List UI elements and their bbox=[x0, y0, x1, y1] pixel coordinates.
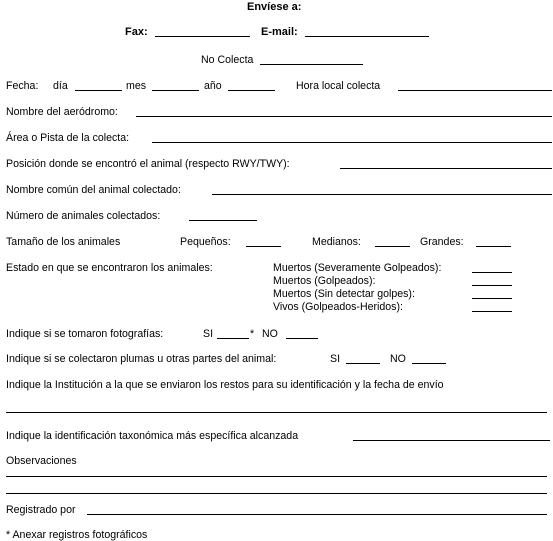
taxonomy-field[interactable] bbox=[353, 440, 550, 441]
size-small-label: Pequeños: bbox=[180, 236, 231, 248]
collection-number-field[interactable] bbox=[260, 64, 363, 65]
observations-line[interactable] bbox=[6, 493, 547, 494]
registered-by-field[interactable] bbox=[87, 514, 547, 515]
email-field[interactable] bbox=[305, 36, 429, 37]
aerodrome-label: Nombre del aeródromo: bbox=[6, 106, 118, 118]
common-name-label: Nombre común del animal colectado: bbox=[6, 184, 181, 196]
state-option-label: Muertos (Sin detectar golpes): bbox=[273, 288, 415, 300]
registered-by-label: Registrado por bbox=[6, 504, 76, 516]
photos-no-label: NO bbox=[262, 328, 278, 340]
state-option-label: Muertos (Golpeados): bbox=[273, 275, 376, 287]
feathers-yes-label: SI bbox=[330, 353, 341, 365]
institution-question: Indique la Institución a la que se enviaron los restos para su identificación y la fecha de envío bbox=[6, 379, 444, 391]
state-option-field[interactable] bbox=[472, 285, 512, 286]
month-field[interactable] bbox=[152, 90, 199, 91]
year-field[interactable] bbox=[228, 90, 275, 91]
feathers-question: Indique si se colectaron plumas u otras partes del animal: bbox=[6, 353, 277, 365]
photos-no-field[interactable] bbox=[286, 338, 318, 339]
size-large-field[interactable] bbox=[476, 246, 511, 247]
date-label: Fecha: bbox=[6, 80, 39, 92]
email-label: E-mail: bbox=[261, 26, 298, 38]
size-small-field[interactable] bbox=[246, 246, 281, 247]
area-label: Área o Pista de la colecta: bbox=[6, 132, 130, 144]
photos-yes-label: SI bbox=[203, 328, 214, 340]
size-label: Tamaño de los animales bbox=[6, 236, 121, 248]
state-option-field[interactable] bbox=[472, 272, 512, 273]
collection-number-label: No Colecta bbox=[201, 54, 254, 66]
position-field[interactable] bbox=[340, 168, 552, 169]
photos-yes-field[interactable] bbox=[217, 338, 249, 339]
feathers-no-field[interactable] bbox=[412, 363, 446, 364]
aerodrome-field[interactable] bbox=[136, 116, 552, 117]
state-option-label: Muertos (Severamente Golpeados): bbox=[273, 262, 442, 274]
common-name-field[interactable] bbox=[212, 194, 552, 195]
send-to-heading: Envíese a: bbox=[247, 1, 302, 13]
animal-count-field[interactable] bbox=[189, 220, 257, 221]
feathers-no-label: NO bbox=[390, 353, 406, 365]
position-label: Posición donde se encontró el animal (respecto RWY/TWY): bbox=[6, 158, 290, 170]
local-time-label: Hora local colecta bbox=[296, 80, 381, 92]
state-label: Estado en que se encontraron los animales: bbox=[6, 262, 213, 274]
day-field[interactable] bbox=[75, 90, 122, 91]
state-option-field[interactable] bbox=[472, 311, 512, 312]
photos-question: Indique si se tomaron fotografías: bbox=[6, 328, 164, 340]
observations-line[interactable] bbox=[6, 476, 547, 477]
taxonomy-question: Indique la identificación taxonómica más específica alcanzada bbox=[6, 430, 299, 442]
day-label: día bbox=[53, 80, 68, 92]
size-large-label: Grandes: bbox=[420, 236, 464, 248]
photos-asterisk: * bbox=[250, 328, 255, 340]
state-option-label: Vivos (Golpeados-Heridos): bbox=[273, 301, 403, 313]
fax-field[interactable] bbox=[155, 36, 250, 37]
local-time-field[interactable] bbox=[398, 90, 552, 91]
feathers-yes-field[interactable] bbox=[346, 363, 380, 364]
fax-label: Fax: bbox=[125, 26, 148, 38]
area-field[interactable] bbox=[152, 142, 552, 143]
month-label: mes bbox=[126, 80, 147, 92]
animal-count-label: Número de animales colectados: bbox=[6, 210, 161, 222]
size-medium-label: Medianos: bbox=[312, 236, 361, 248]
state-option-field[interactable] bbox=[472, 298, 512, 299]
size-medium-field[interactable] bbox=[375, 246, 410, 247]
year-label: año bbox=[204, 80, 222, 92]
observations-label: Observaciones bbox=[6, 455, 77, 467]
institution-field[interactable] bbox=[6, 412, 547, 413]
footnote: * Anexar registros fotográficos bbox=[6, 529, 148, 541]
